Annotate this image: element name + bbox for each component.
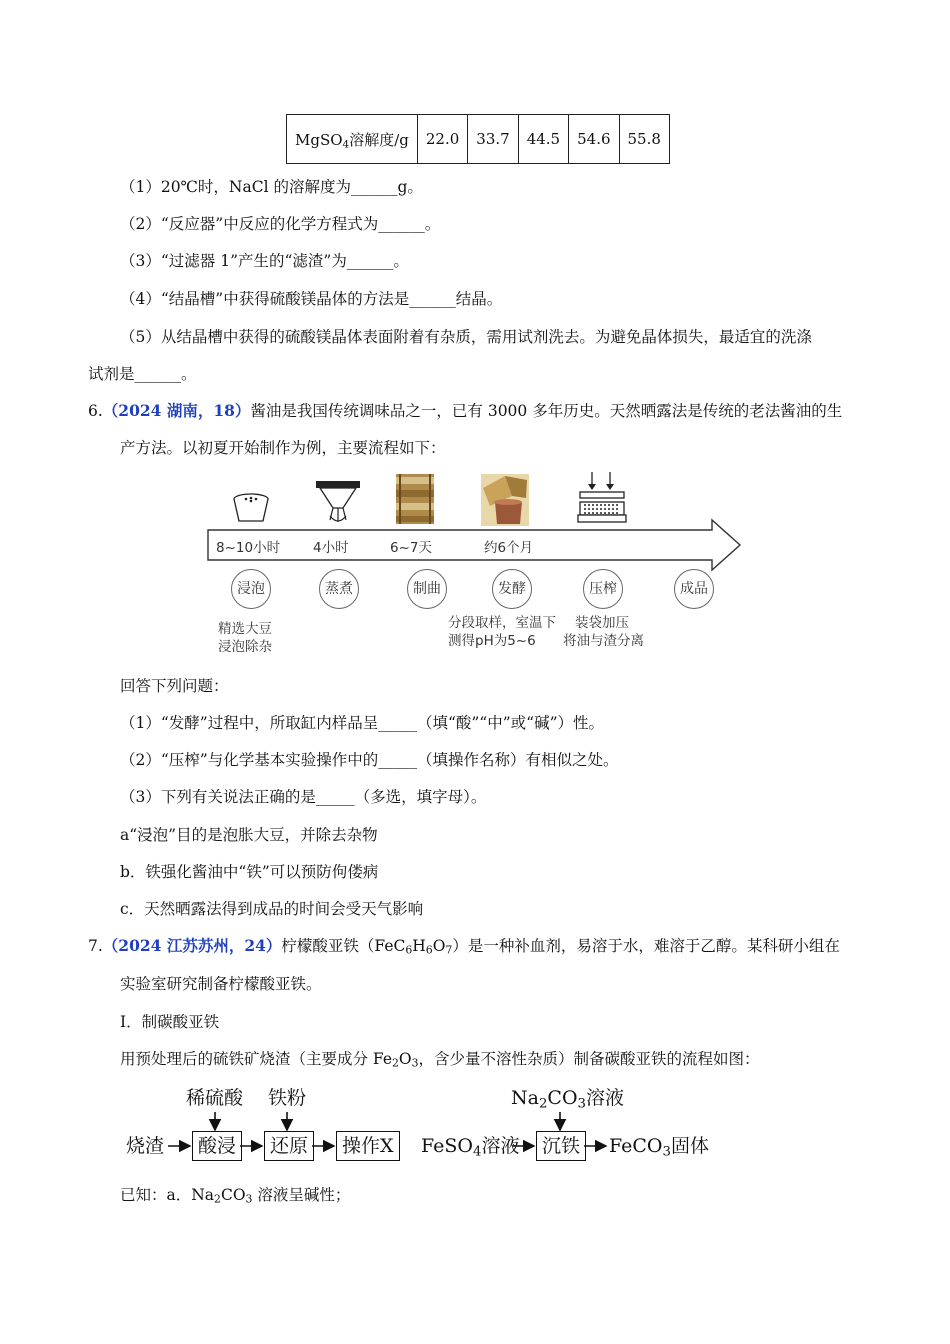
box-reduction: 还原 <box>264 1131 314 1161</box>
question-7-stem: 7.（2024 江苏苏州，24）柠檬酸亚铁$(FeC_6H_6O_7)$是一种补血剂，易溶于水，难溶于乙醇。某科研小组在 <box>88 936 840 957</box>
question-5-3: （3）“过滤器 1”产生的“滤渣”为______。 <box>120 252 409 270</box>
flow-feso4-solution: FeSO$_4$溶液 <box>421 1135 520 1160</box>
question-5-5-line1: （5）从结晶槽中获得的硫酸镁晶体表面附着有杂质，需用试剂洗去。为避免晶体损失，最适宜的洗涤 <box>120 328 812 346</box>
step-koji: 制曲 <box>407 569 447 609</box>
steamer-icon <box>316 481 360 522</box>
table-cell: 33.7 <box>468 115 518 164</box>
question-5-1: （1）20℃时，NaCl 的溶解度为______g。 <box>120 178 423 196</box>
question-5-4: （4）“结晶槽”中获得硫酸镁晶体的方法是______结晶。 <box>120 290 503 308</box>
question-number: 6. <box>88 402 103 420</box>
press-icon <box>578 472 626 522</box>
note-press: 将油与渣分离 <box>563 633 644 649</box>
note-press: 装袋加压 <box>575 615 629 631</box>
box-operation-x: 操作X <box>336 1131 400 1161</box>
question-6-stem: 6.（2024 湖南，18）酱油是我国传统调味品之一，已有 3000 多年历史。天然晒露法是传统的老法酱油的生 <box>88 401 843 420</box>
question-source: （2024 江苏苏州，24） <box>102 936 282 955</box>
reagent-sodium-carbonate: $Na_2CO_3$溶液 <box>511 1087 625 1112</box>
note-ferment: 测得pH为5~6 <box>448 633 536 649</box>
duration-label: 约6个月 <box>484 540 534 556</box>
fermentation-vats-icon <box>481 474 529 526</box>
note-soak: 精选大豆 <box>218 621 272 637</box>
question-source: （2024 湖南，18） <box>102 401 251 420</box>
duration-label: 6~7天 <box>390 540 432 556</box>
question-5-5-line2: 试剂是______。 <box>88 365 197 383</box>
reagent-iron-powder: 铁粉 <box>268 1087 307 1109</box>
question-number: 7. <box>88 937 103 955</box>
question-7-stem-line2: 实验室研究制备柠檬酸亚铁。 <box>120 975 322 993</box>
flow-start-slag: 烧渣 <box>126 1135 165 1157</box>
part-heading: I．制碳酸亚铁 <box>120 1013 220 1031</box>
question-5-2: （2）“反应器”中反应的化学方程式为______。 <box>120 215 441 233</box>
table-cell: 22.0 <box>417 115 467 164</box>
known-conditions: 已知：a．$Na_2CO_3$ 溶液呈碱性； <box>120 1186 351 1206</box>
option-b: b．铁强化酱油中“铁”可以预防佝偻病 <box>120 863 379 881</box>
option-c: c．天然晒露法得到成品的时间会受天气影响 <box>120 900 424 918</box>
timeline-arrow <box>208 520 740 570</box>
option-a: a“浸泡”目的是泡胀大豆，并除去杂物 <box>120 826 378 844</box>
duration-label: 8~10小时 <box>216 540 281 556</box>
box-acid-leach: 酸浸 <box>192 1131 242 1161</box>
table-row <box>287 115 670 164</box>
question-6-2: （2）“压榨”与化学基本实验操作中的_____（填操作名称）有相似之处。 <box>120 751 619 769</box>
box-iron-precipitation: 沉铁 <box>536 1131 586 1161</box>
step-ferment: 发酵 <box>492 569 532 609</box>
step-steam: 蒸煮 <box>319 569 359 609</box>
table-cell: 44.5 <box>518 115 568 164</box>
step-soak: 浸泡 <box>231 569 271 609</box>
question-6-stem-line2: 产方法。以初夏开始制作为例，主要流程如下： <box>120 439 446 457</box>
step-press: 压榨 <box>583 569 623 609</box>
question-6-3: （3）下列有关说法正确的是_____（多选，填字母）。 <box>120 788 487 806</box>
table-cell: 55.8 <box>619 115 669 164</box>
flow-feco3-solid: FeCO$_3$固体 <box>609 1135 709 1160</box>
koji-baskets-icon <box>396 474 434 524</box>
duration-label: 4小时 <box>313 540 349 556</box>
step-product: 成品 <box>674 569 714 609</box>
question-6-1: （1）“发酵”过程中，所取缸内样品呈_____（填“酸”“中”或“碱”）性。 <box>120 714 605 732</box>
basket-icon <box>234 494 268 521</box>
question-6-intro: 回答下列问题： <box>120 677 229 695</box>
note-soak: 浸泡除杂 <box>218 639 272 655</box>
table-cell: 54.6 <box>569 115 619 164</box>
reagent-dilute-sulfuric-acid: 稀硫酸 <box>186 1087 244 1109</box>
flow-intro: 用预处理后的硫铁矿烧渣（主要成分 $Fe_2O_3$，含少量不溶性杂质）制备碳酸亚铁的流程如图： <box>120 1050 760 1070</box>
solubility-table <box>286 114 670 164</box>
table-header-cell: MgSO$_4$溶解度/g <box>287 115 418 164</box>
note-ferment: 分段取样，室温下 <box>448 615 556 631</box>
